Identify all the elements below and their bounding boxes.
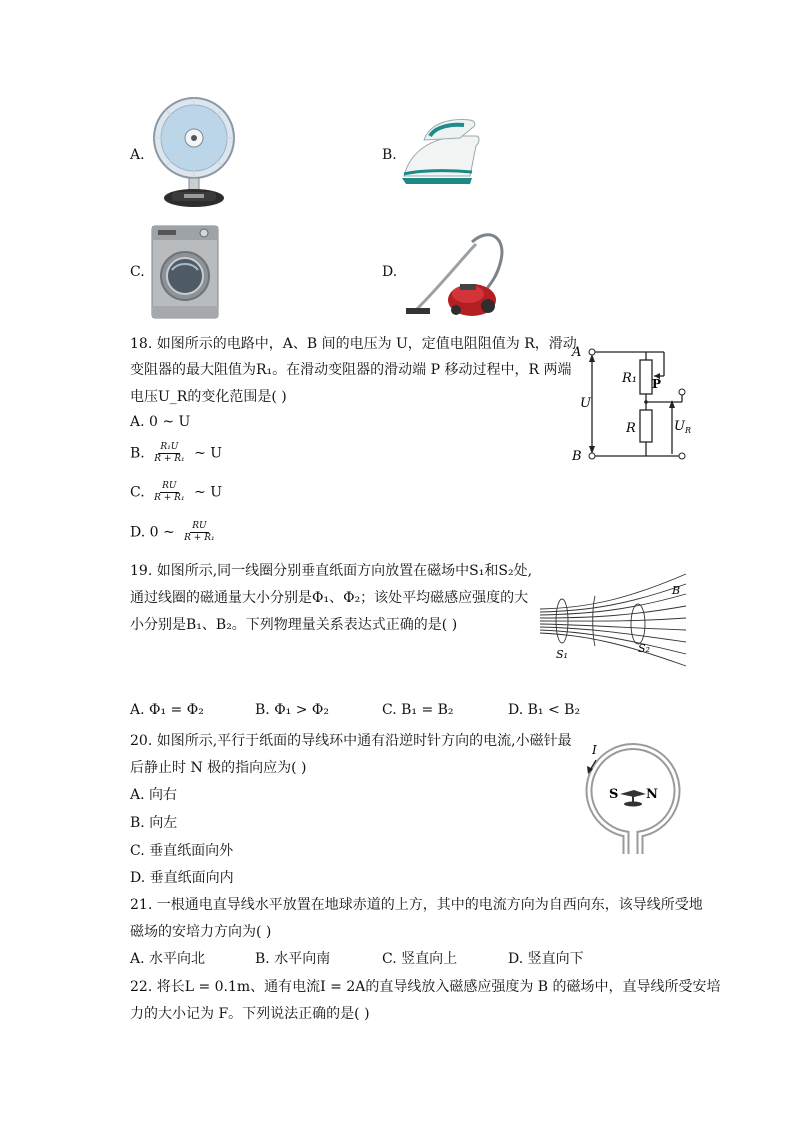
q19-label-s1: S₁	[556, 648, 568, 661]
q18-label-p: P	[652, 377, 662, 391]
q21-option-c[interactable]: C. 竖直向上	[382, 951, 458, 967]
q20-stem-line-2: 后静止时 N 极的指向应为( )	[130, 760, 307, 776]
q19-stem-line-2: 通过线圈的磁通量大小分别是Φ₁、Φ₂；该处平均磁感应强度的大	[130, 590, 529, 606]
q17-option-d-label[interactable]: D.	[382, 264, 398, 280]
q18-label-b: B	[572, 449, 582, 464]
q18-label-r: R	[626, 421, 636, 436]
q21-stem-line-1: 21. 一根通电直导线水平放置在地球赤道的上方，其中的电流方向为自西向东，该导线所受地	[130, 897, 703, 913]
q20-label-n: N	[646, 787, 658, 802]
q20-option-a[interactable]: A. 向右	[130, 787, 178, 803]
q18-option-d[interactable]: D. 0 ~ $\frac{RU}{\text{R + R₁}}$	[130, 521, 215, 543]
q22-stem-line-1: 22. 将长L = 0.1m、通有电流I = 2A的直导线放入磁感应强度为 B 的磁场中，直导线所受安培	[130, 979, 721, 995]
q18-label-u: U	[580, 396, 591, 411]
q17-option-c-label[interactable]: C.	[130, 264, 145, 280]
q18-stem-line-1: 18. 如图所示的电路中，A、B 间的电压为 U，定值电阻阻值为 R，滑动	[130, 336, 577, 352]
q20-label-s: S	[609, 787, 619, 802]
q20-option-d[interactable]: D. 垂直纸面向内	[130, 870, 234, 886]
q20-option-b[interactable]: B. 向左	[130, 815, 178, 831]
q18-stem-line-3: 电压U_R的变化范围是( )	[130, 389, 287, 405]
q19-option-c[interactable]: C. B₁ = B₂	[382, 702, 454, 718]
q18-stem-line-2: 变阻器的最大阻值为R₁。在滑动变阻器的滑动端 P 移动过程中，R 两端	[130, 362, 572, 378]
q22-stem-line-2: 力的大小记为 F。下列说法正确的是( )	[130, 1006, 370, 1022]
q21-option-a[interactable]: A. 水平向北	[130, 951, 206, 967]
q17-option-a-label[interactable]: A.	[130, 147, 145, 163]
q19-stem-line-3: 小分别是B₁、B₂。下列物理量关系表达式正确的是( )	[130, 617, 458, 633]
q18-label-r1: R₁	[622, 371, 637, 386]
q20-option-c[interactable]: C. 垂直纸面向外	[130, 843, 234, 859]
q17-option-b-label[interactable]: B.	[382, 147, 397, 163]
steam-iron-image	[400, 112, 482, 188]
q21-option-d[interactable]: D. 竖直向下	[508, 951, 584, 967]
q18-option-c[interactable]: C. $\frac{RU}{\text{R + R₁}}$ ~ U	[130, 481, 222, 503]
q19-option-d[interactable]: D. B₁ < B₂	[508, 702, 581, 718]
q20-label-i: I	[592, 743, 597, 757]
q18-circuit-diagram	[566, 338, 700, 468]
q19-option-b[interactable]: B. Φ₁ > Φ₂	[255, 702, 329, 718]
q19-label-b: B	[672, 584, 681, 597]
q18-option-d-fraction: $\frac{RU}{\text{R + R₁}}$	[184, 521, 215, 543]
q18-option-b-fraction: $\frac{\text{R₁U}}{\text{R + R₁}}$	[154, 442, 185, 464]
q21-stem-line-2: 磁场的安培力方向为( )	[130, 924, 272, 940]
q19-stem-line-1: 19. 如图所示,同一线圈分别垂直纸面方向放置在磁场中S₁和S₂处,	[130, 563, 533, 579]
q18-option-c-fraction: $\frac{RU}{\text{R + R₁}}$	[154, 481, 185, 503]
electric-fan-image	[148, 94, 240, 212]
q18-option-b[interactable]: B. $\frac{\text{R₁U}}{\text{R + R₁}}$ ~ U	[130, 442, 223, 464]
q19-magnetic-field-diagram	[540, 568, 690, 674]
washing-machine-image	[150, 224, 220, 320]
q19-option-a[interactable]: A. Φ₁ = Φ₂	[130, 702, 204, 718]
vacuum-cleaner-image	[402, 224, 512, 320]
q18-option-a[interactable]: A. 0 ~ U	[130, 414, 191, 430]
q21-option-b[interactable]: B. 水平向南	[255, 951, 331, 967]
q18-label-a: A	[572, 345, 582, 360]
q20-stem-line-1: 20. 如图所示,平行于纸面的导线环中通有沿逆时针方向的电流,小磁针最	[130, 733, 572, 749]
q20-current-loop-diagram	[582, 736, 682, 858]
q18-label-ur: $U_R$	[674, 419, 691, 435]
q19-label-s2: S₂	[638, 642, 650, 655]
